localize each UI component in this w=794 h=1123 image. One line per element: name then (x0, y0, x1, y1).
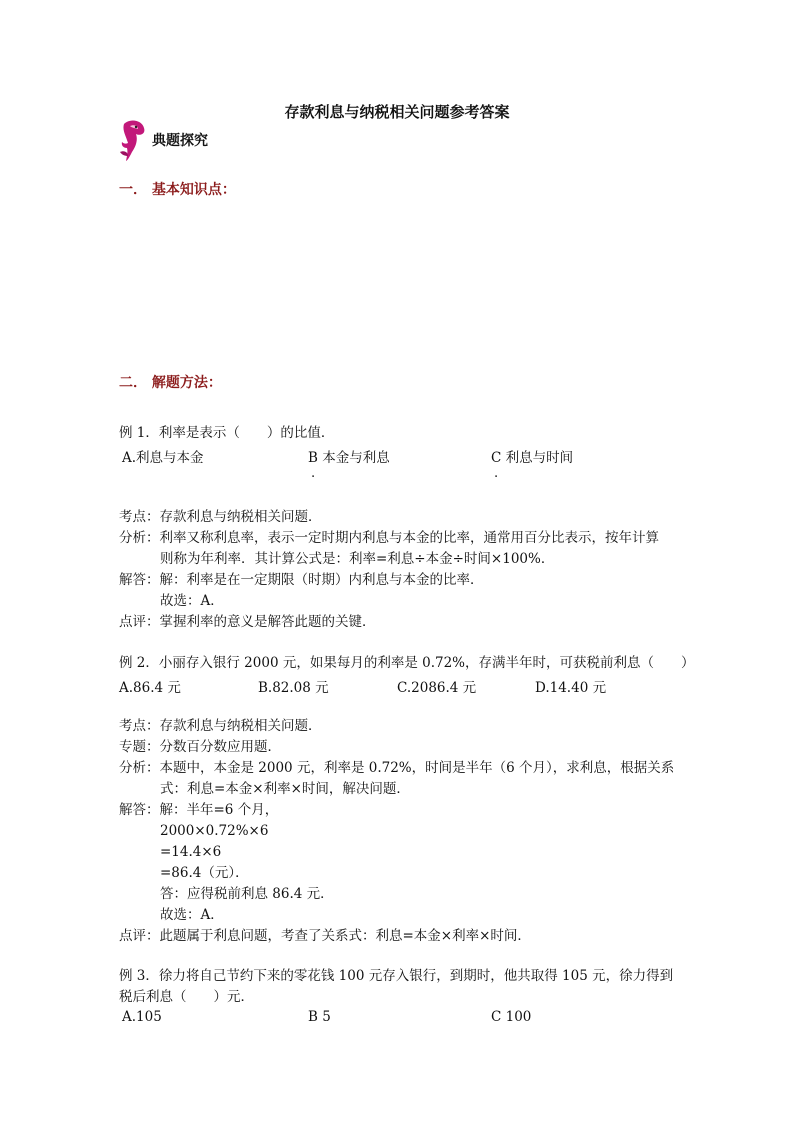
ex2-option-d: D.14.40 元 (535, 680, 607, 696)
header-section-title: 典题探究 (152, 133, 208, 149)
ex2-dianping: 点评：此题属于利息问题，考查了关系式：利息=本金×利率×时间． (119, 928, 531, 944)
page-title: 存款利息与纳税相关问题参考答案 (284, 103, 510, 121)
ex1-fenxi-line2: 则称为年利率．其计算公式是：利率=利息÷本金÷时间×100%． (160, 551, 555, 567)
ex1-option-c-dot: . (494, 466, 499, 481)
ex2-jieda-line3: =14.4×6 (160, 844, 222, 860)
ex3-option-b: B 5 (308, 1009, 331, 1025)
ex1-option-b-dot: . (311, 466, 316, 481)
ex2-zhuanti: 专题：分数百分数应用题． (119, 739, 281, 755)
ex1-jieda-line1: 解答：解：利率是在一定期限（时期）内利息与本金的比率． (119, 572, 484, 588)
ex1-dianping: 点评：掌握利率的意义是解答此题的关键． (119, 614, 376, 630)
ex2-fenxi-line1: 分析：本题中，本金是 2000 元，利率是 0.72%，时间是半年（6 个月），求利息，根据关系 (119, 760, 675, 776)
ex1-kaodian: 考点：存款利息与纳税相关问题． (119, 509, 322, 525)
ex2-option-c: C.2086.4 元 (397, 680, 477, 696)
section-basic-knowledge: 一． 基本知识点： (119, 182, 236, 198)
ex1-question: 例 1．利率是表示（ ）的比值． (119, 425, 335, 441)
dolphin-mascot-icon (116, 118, 148, 162)
ex2-jieda-line1: 解答：解：半年=6 个月， (119, 802, 279, 818)
ex3-question-line1: 例 3．徐力将自己节约下来的零花钱 100 元存入银行，到期时，他共取得 105 元，徐力得到 (119, 968, 674, 984)
ex2-option-b: B.82.08 元 (258, 680, 329, 696)
ex1-option-b: B 本金与利息 (308, 450, 390, 466)
ex2-option-a: A.86.4 元 (119, 680, 181, 696)
ex1-fenxi-line1: 分析：利率又称利息率，表示一定时期内利息与本金的比率，通常用百分比表示，按年计算 (119, 530, 659, 546)
ex1-option-a: A.利息与本金 (122, 450, 204, 466)
ex2-kaodian: 考点：存款利息与纳税相关问题． (119, 718, 322, 734)
ex2-jieda-line4: =86.4（元）． (160, 865, 249, 881)
ex2-jieda-line6: 故选：A． (160, 907, 224, 923)
ex2-question: 例 2．小丽存入银行 2000 元，如果每月的利率是 0.72%，存满半年时，可获税前利息（ ） (119, 655, 695, 671)
ex2-jieda-line2: 2000×0.72%×6 (160, 823, 269, 839)
ex3-option-c: C 100 (491, 1009, 532, 1025)
ex1-jieda-line2: 故选：A． (160, 593, 224, 609)
section-methods: 二． 解题方法： (119, 375, 222, 391)
ex2-fenxi-line2: 式：利息=本金×利率×时间，解决问题． (160, 781, 410, 797)
ex3-option-a: A.105 (122, 1009, 162, 1025)
ex1-option-c: C 利息与时间 (491, 450, 574, 466)
ex2-jieda-line5: 答：应得税前利息 86.4 元． (160, 886, 334, 902)
ex3-question-line2: 税后利息（ ）元． (119, 989, 254, 1005)
